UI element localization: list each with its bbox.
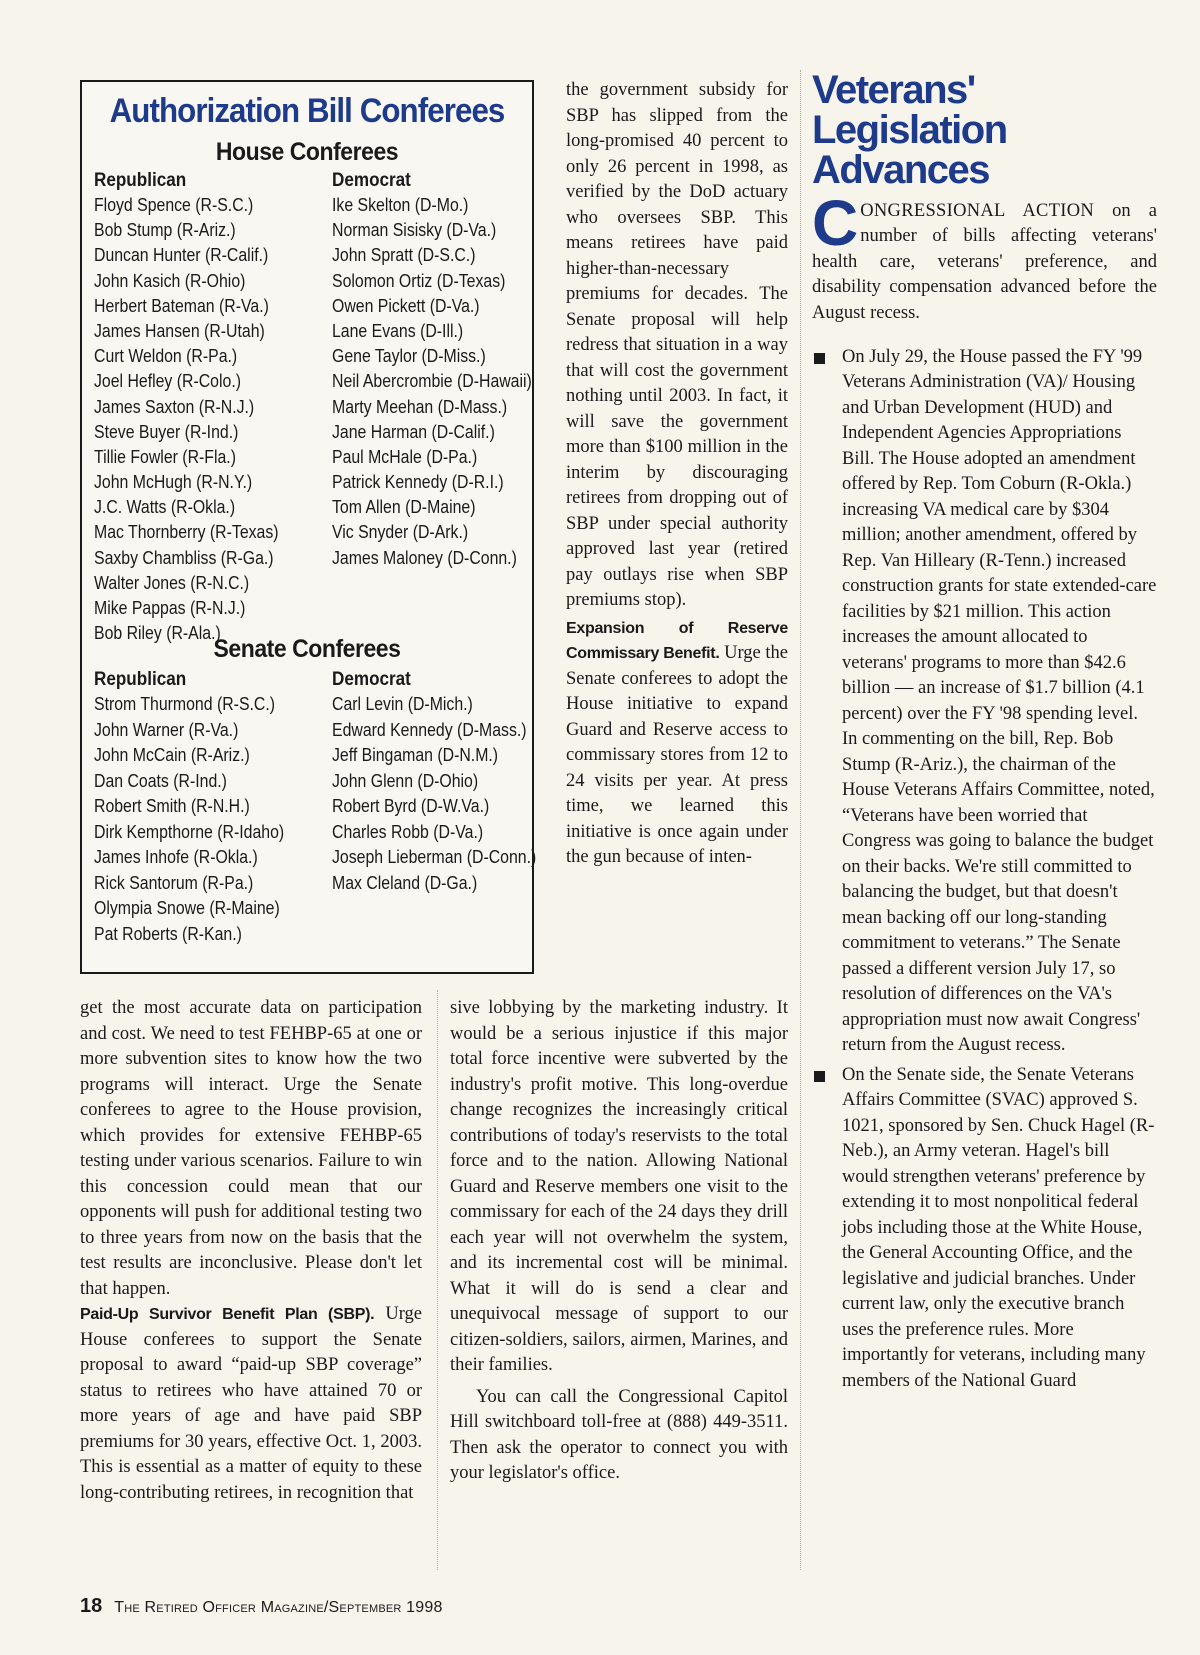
switchboard-paragraph: You can call the Congressional Capitol Hill switchboard toll-free at (888) 449-3511. Then ask the operator to connect you with your legislator's office. <box>450 1386 788 1483</box>
lead-caps: ONGRESSIONAL ACTION <box>860 200 1095 221</box>
house-dem-list <box>332 193 562 571</box>
conferee-name: Floyd Spence (R-S.C.) <box>94 195 254 215</box>
house-rep-heading: Republican <box>94 170 187 191</box>
conferee-name: Charles Robb (D-Va.) <box>332 821 484 842</box>
conferee-name: Neil Abercrombie (D-Hawaii) <box>332 371 532 392</box>
conferee-name: Gene Taylor (D-Miss.) <box>332 346 486 367</box>
conferee-name: Bob Stump (R-Ariz.) <box>94 220 236 241</box>
bullet-item <box>812 345 1157 1059</box>
conferee-name: Joel Hefley (R-Colo.) <box>94 371 242 392</box>
house-rep-list <box>94 193 324 646</box>
conferee-name: Bob Riley (R-Ala.) <box>94 623 221 644</box>
conferee-name: John McHugh (R-N.Y.) <box>94 472 253 493</box>
square-bullet-icon <box>814 1071 825 1082</box>
house-dem-heading: Democrat <box>332 170 411 191</box>
conferees-title: Authorization Bill Conferees <box>109 92 505 130</box>
conferee-name: Dan Coats (R-Ind.) <box>94 770 227 791</box>
publication-line: The Retired Officer Magazine/September 1998 <box>114 1599 443 1616</box>
conferee-name: J.C. Watts (R-Okla.) <box>94 497 236 518</box>
senate-dem-list <box>332 692 562 896</box>
sbp-continued-paragraph: the government subsidy for SBP has slipped from the long-promised 40 percent to only 26 percent in 1998, as verified by the DoD actuary who oversees SBP. This means retirees have paid higher-than-necessary premiums for decades. The Senate proposal will help redress that situation in a way that will cost the government nothing until 2003. In fact, it will save the government more than $100 million in the interim by discouraging retirees from dropping out of SBP under special authority approved last year (retired pay outlays rise when SBP premiums stop). <box>566 80 788 610</box>
bullet-text: On July 29, the House passed the FY '99 Veterans Administration (VA)/ Housing and Urban Development (HUD) and Independent Agencies Appropriations Bill. The House adopted an amendment offered by Rep. Tom Coburn (R-Okla.) increasing VA medical care by $304 million; another amendment, offered by Rep. Van Hilleary (R-Tenn.) increased construction grants for state extended-care facilities by $21 million. This action increases the amount allocated to veterans' programs to more than $42.6 billion — an increase of $1.7 billion (4.1 percent) over the FY '98 spending level. In commenting on the bill, Rep. Bob Stump (R-Ariz.), the chairman of the House Veterans Affairs Committee, noted, “Veterans have been worried that Congress was going to balance the budget on their backs. We're still committed to balancing the budget, but that doesn't mean backing off our long-standing commitment to veterans.” The Senate passed a different version July 17, so resolution of differences on the VA's appropriation must now await Congress' return from the August recess. <box>842 346 1157 1055</box>
conferee-name: John Warner (R-Va.) <box>94 719 239 740</box>
conferee-name: Joseph Lieberman (D-Conn.) <box>332 847 537 867</box>
conferee-name: James Maloney (D-Conn.) <box>332 547 517 568</box>
column-divider <box>437 990 438 1570</box>
column-divider <box>800 70 801 1570</box>
conferee-name: Patrick Kennedy (D-R.I.) <box>332 472 504 493</box>
conferee-name: John Glenn (D-Ohio) <box>332 770 479 791</box>
sbp-text: Urge House conferees to support the Senate proposal to award “paid-up SBP coverage” status to retirees who have attained 70 or more years of age and have paid SBP premiums for 30 years, effective Oct. 1, 2003. This is essential as a matter of equity to these long-contributing retirees, in recognition that <box>80 1304 422 1503</box>
square-bullet-icon <box>814 353 825 364</box>
conferee-name: Steve Buyer (R-Ind.) <box>94 421 239 442</box>
conferee-name: James Inhofe (R-Okla.) <box>94 847 258 867</box>
conferee-name: Rick Santorum (R-Pa.) <box>94 872 254 893</box>
conferee-name: Robert Smith (R-N.H.) <box>94 796 250 816</box>
veterans-article-title: Veterans' Legislation Advances <box>812 68 1007 192</box>
conferee-name: Walter Jones (R-N.C.) <box>94 572 250 593</box>
conferee-name: Paul McHale (D-Pa.) <box>332 446 478 467</box>
house-republican-column <box>94 169 324 646</box>
conferee-name: Solomon Ortiz (D-Texas) <box>332 270 506 291</box>
fehbp-paragraph: get the most accurate data on participation and cost. We need to test FEHBP-65 at one or more subvention sites to know how the two programs will interact. Urge the Senate conferees to agree to the House provision, which provides for extensive FEHBP-65 testing under various scenarios. Failure to win this concession could mean that our opponents will push for additional testing two to three years from now on the basis that the test results are inconclusive. Please don't let that happen. <box>80 998 422 1299</box>
conferee-name: James Saxton (R-N.J.) <box>94 396 255 417</box>
conferee-name: Vic Snyder (D-Ark.) <box>332 522 469 543</box>
column-three-top <box>566 78 788 871</box>
commissary-text: Urge the Senate conferees to adopt the House initiative to expand Guard and Reserve access to commissary stores from 12 to 24 visits per year. At press time, we learned this initiative is once again under the gun because of inten- <box>566 643 789 867</box>
conferee-name: Jane Harman (D-Calif.) <box>332 421 495 442</box>
conferee-name: Carl Levin (D-Mich.) <box>332 694 473 714</box>
conferee-name: Mike Pappas (R-N.J.) <box>94 598 246 618</box>
senate-republican-column <box>94 668 324 947</box>
conferees-box <box>80 80 537 974</box>
sbp-runin-heading: Paid-Up Survivor Benefit Plan (SBP). <box>80 1306 375 1323</box>
house-conferees-heading: House Conferees <box>215 138 399 166</box>
veterans-lead-paragraph <box>812 186 1157 327</box>
bullet-text: On the Senate side, the Senate Veterans Affairs Committee (SVAC) approved S. 1021, sponsored by Sen. Chuck Hagel (R-Neb.), an Army veteran. Hagel's bill would strengthen veterans' preference by extending it to most nonpolitical federal jobs including those at the White House, the General Accounting Office, and the legislative and judicial branches. Under current law, only the executive branch uses the preference rules. More importantly for veterans, including many members of the National Guard <box>842 1064 1155 1391</box>
page-footer <box>80 1595 443 1618</box>
conferee-name: Marty Meehan (D-Mass.) <box>332 396 508 417</box>
senate-rep-list <box>94 692 324 947</box>
conferee-name: Owen Pickett (D-Va.) <box>332 295 480 316</box>
drop-cap: C <box>812 186 859 259</box>
page-number: 18 <box>80 1595 103 1617</box>
commissary-runin-heading: Expansion of Reserve Commissary Benefit. <box>566 619 788 662</box>
conferee-name: James Hansen (R-Utah) <box>94 320 265 341</box>
lead-text: on a number of bills affecting veterans' health care, veterans' preference, and disability compensation advanced before the August recess. <box>812 200 1157 323</box>
column-one-bottom <box>80 996 422 1506</box>
conferee-name: Robert Byrd (D-W.Va.) <box>332 796 490 816</box>
conferee-name: Max Cleland (D-Ga.) <box>332 872 478 893</box>
conferee-name: Curt Weldon (R-Pa.) <box>94 346 238 367</box>
conferee-name: Ike Skelton (D-Mo.) <box>332 195 469 215</box>
senate-rep-heading: Republican <box>94 669 187 690</box>
conferee-name: Mac Thornberry (R-Texas) <box>94 522 279 543</box>
bullet-item <box>812 1063 1157 1395</box>
conferee-name: Jeff Bingaman (D-N.M.) <box>332 745 499 765</box>
conferee-name: Olympia Snowe (R-Maine) <box>94 898 280 918</box>
commissary-continued-paragraph: sive lobbying by the marketing industry. It would be a serious injustice if this major total force incentive were subverted by the industry's profit motive. This long-overdue change recognizes the increasingly critical contributions of today's reservists to the total force and to the nation. Allowing National Guard and Reserve members one visit to the commissary for each of the 24 days they drill each year will not overwhelm the system, and its incremental cost will be minimal. What it will do is send a clear and unequivocal message of support to our citizen-soldiers, sailors, airmen, Marines, and their families. <box>450 998 788 1375</box>
conferee-name: Herbert Bateman (R-Va.) <box>94 295 269 316</box>
conferee-name: Saxby Chambliss (R-Ga.) <box>94 547 274 568</box>
conferee-name: Pat Roberts (R-Kan.) <box>94 923 242 944</box>
column-two-bottom <box>450 996 788 1487</box>
conferee-name: Lane Evans (D-Ill.) <box>332 320 464 341</box>
conferee-name: Edward Kennedy (D-Mass.) <box>332 719 527 740</box>
commissary-paragraph <box>566 616 788 871</box>
conferee-name: Tom Allen (D-Maine) <box>332 497 476 518</box>
house-democrat-column <box>332 169 562 571</box>
veterans-article-body <box>812 180 1157 1394</box>
conferee-name: Norman Sisisky (D-Va.) <box>332 220 497 241</box>
conferee-name: Dirk Kempthorne (R-Idaho) <box>94 821 285 842</box>
conferee-name: John Spratt (D-S.C.) <box>332 245 476 266</box>
conferee-name: John Kasich (R-Ohio) <box>94 270 246 291</box>
conferee-name: Strom Thurmond (R-S.C.) <box>94 694 276 714</box>
senate-conferees-heading: Senate Conferees <box>213 635 401 663</box>
conferee-name: Tillie Fowler (R-Fla.) <box>94 446 236 467</box>
senate-democrat-column <box>332 668 562 896</box>
conferee-name: John McCain (R-Ariz.) <box>94 745 250 765</box>
senate-dem-heading: Democrat <box>332 669 411 690</box>
sbp-paragraph <box>80 1302 422 1506</box>
conferee-name: Duncan Hunter (R-Calif.) <box>94 245 269 266</box>
